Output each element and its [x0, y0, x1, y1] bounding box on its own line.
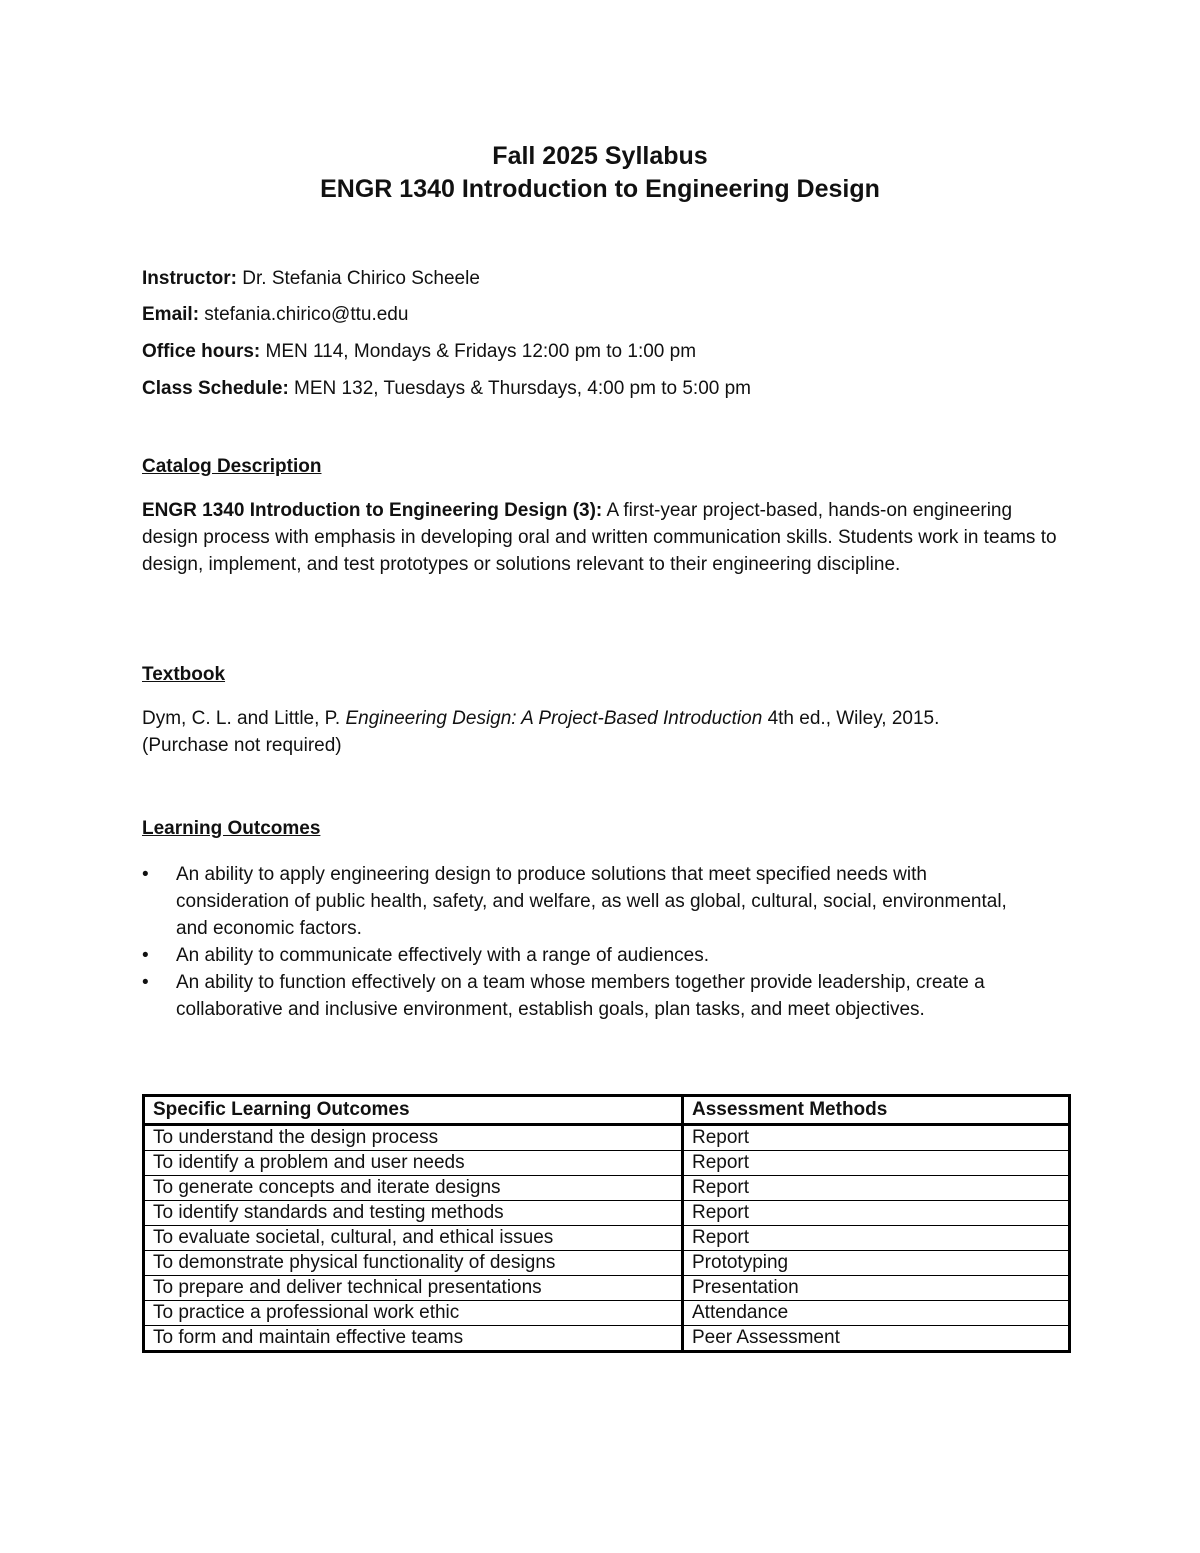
table-row [144, 1201, 1070, 1226]
catalog-body: A first-year project-based, hands-on engineering design process with emphasis in developing oral and written communication skills. Students work in teams to design, implement, and test prototypes or solutions relevant to their engineering discipline. [142, 500, 1057, 575]
outcome-cell: To demonstrate physical functionality of designs [144, 1251, 683, 1276]
email-label: Email: [142, 304, 200, 325]
textbook-citation [142, 705, 1062, 759]
textbook-details: 4th ed., Wiley, 2015. [762, 708, 940, 729]
instructor-line [142, 268, 480, 290]
header-assessment-methods: Assessment Methods [683, 1096, 1070, 1125]
assessment-cell: Report [683, 1151, 1070, 1176]
instructor-value: Dr. Stefania Chirico Scheele [237, 268, 480, 289]
header-specific-outcomes: Specific Learning Outcomes [144, 1096, 683, 1125]
learning-outcomes-heading: Learning Outcomes [142, 818, 321, 839]
outcome-cell: To identify standards and testing methods [144, 1201, 683, 1226]
outcome-text: An ability to communicate effectively with a range of audiences. [176, 945, 709, 966]
outcomes-table [142, 1094, 1071, 1353]
document-title: Fall 2025 Syllabus [492, 142, 708, 170]
bullet-icon: • [142, 864, 149, 885]
office-hours-label: Office hours: [142, 341, 261, 362]
bullet-icon: • [142, 972, 149, 993]
list-item [142, 942, 1042, 969]
class-schedule-value: MEN 132, Tuesdays & Thursdays, 4:00 pm to 5:00 pm [288, 378, 751, 399]
list-item [142, 861, 1042, 942]
table-row [144, 1301, 1070, 1326]
learning-outcomes-list [142, 861, 1042, 1023]
outcome-text: An ability to apply engineering design to produce solutions that meet specified needs with consideration of public health, safety, and welfare, as well as global, cultural, social, environmental, and economic factors. [176, 864, 1007, 939]
assessment-cell: Report [683, 1125, 1070, 1151]
textbook-note: (Purchase not required) [142, 735, 342, 756]
bullet-icon: • [142, 945, 149, 966]
table-row [144, 1151, 1070, 1176]
assessment-cell: Presentation [683, 1276, 1070, 1301]
catalog-description [142, 497, 1062, 578]
office-hours-value: MEN 114, Mondays & Fridays 12:00 pm to 1:00 pm [260, 341, 697, 362]
class-schedule-line [142, 378, 751, 400]
catalog-heading: Catalog Description [142, 456, 322, 477]
table-row [144, 1326, 1070, 1352]
instructor-label: Instructor: [142, 268, 237, 289]
assessment-cell: Peer Assessment [683, 1326, 1070, 1352]
outcome-cell: To identify a problem and user needs [144, 1151, 683, 1176]
table-row [144, 1125, 1070, 1151]
outcome-cell: To form and maintain effective teams [144, 1326, 683, 1352]
table-header-row [144, 1096, 1070, 1125]
table-row [144, 1251, 1070, 1276]
textbook-title: Engineering Design: A Project-Based Introduction [345, 708, 763, 729]
table-row [144, 1176, 1070, 1201]
outcome-text: An ability to function effectively on a team whose members together provide leadership, create a collaborative and inclusive environment, establish goals, plan tasks, and meet objectives. [176, 972, 985, 1020]
class-schedule-label: Class Schedule: [142, 378, 289, 399]
assessment-cell: Report [683, 1201, 1070, 1226]
email-line [142, 304, 408, 326]
office-hours-line [142, 341, 696, 363]
outcome-cell: To prepare and deliver technical presentations [144, 1276, 683, 1301]
textbook-authors: Dym, C. L. and Little, P. [142, 708, 346, 729]
email-value[interactable]: stefania.chirico@ttu.edu [199, 304, 409, 325]
table-row [144, 1276, 1070, 1301]
outcome-cell: To understand the design process [144, 1125, 683, 1151]
outcome-cell: To practice a professional work ethic [144, 1301, 683, 1326]
table-row [144, 1226, 1070, 1251]
textbook-heading: Textbook [142, 664, 226, 685]
outcome-cell: To generate concepts and iterate designs [144, 1176, 683, 1201]
assessment-cell: Report [683, 1226, 1070, 1251]
assessment-cell: Prototyping [683, 1251, 1070, 1276]
catalog-lead: ENGR 1340 Introduction to Engineering Design (3): [142, 500, 603, 521]
course-title: ENGR 1340 Introduction to Engineering Design [320, 175, 880, 203]
outcome-cell: To evaluate societal, cultural, and ethical issues [144, 1226, 683, 1251]
list-item [142, 969, 1042, 1023]
assessment-cell: Report [683, 1176, 1070, 1201]
assessment-cell: Attendance [683, 1301, 1070, 1326]
